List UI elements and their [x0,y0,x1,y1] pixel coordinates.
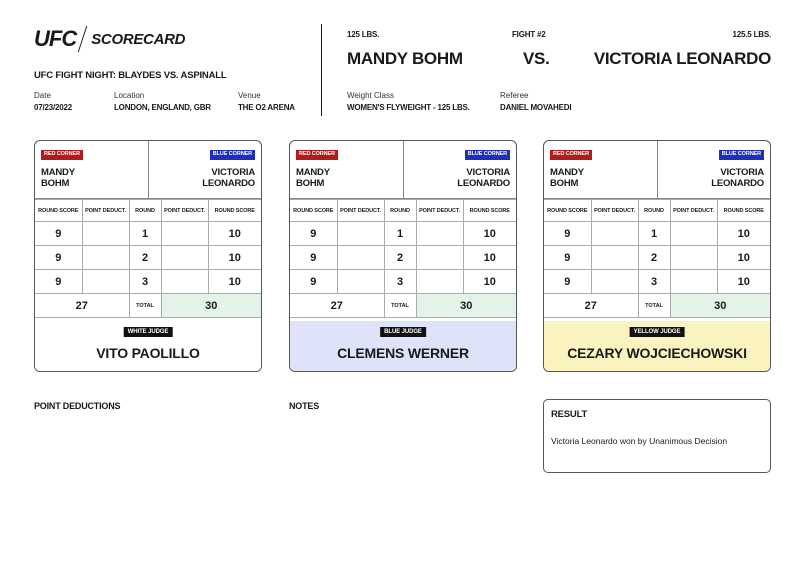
corner-header [35,141,261,199]
red-point-deduct [337,222,384,246]
round-number: 3 [129,270,161,294]
location-value: LONDON, ENGLAND, GBR [114,103,211,112]
blue-point-deduct [416,246,463,270]
blue-last-name: LEONARDO [202,178,255,189]
round-number: 1 [129,222,161,246]
blue-corner-badge: BLUE CORNER [719,150,764,160]
red-point-deduct [82,270,129,294]
red-corner-name [41,167,75,189]
blue-round-score: 10 [463,246,516,270]
red-point-deduct [591,270,638,294]
round-number: 1 [638,222,670,246]
blue-first-name: VICTORIA [211,167,255,178]
blue-round-score: 10 [463,270,516,294]
judge-name: CLEMENS WERNER [337,345,469,361]
red-round-score-header: ROUND SCORE [290,200,337,222]
blue-fighter-name: VICTORIA LEONARDO [593,49,771,68]
blue-round-score-header: ROUND SCORE [717,200,770,222]
total-row [290,294,516,318]
blue-corner-name [711,167,764,189]
vs-label: VS. [523,49,550,68]
red-point-deduct [337,246,384,270]
blue-point-deduct [416,222,463,246]
venue-label: Venue [238,91,261,100]
corner-divider [403,141,404,199]
blue-round-score: 10 [208,246,261,270]
round-number: 1 [384,222,416,246]
notes-title: NOTES [289,401,320,411]
judge-name: VITO PAOLILLO [96,345,200,361]
round-row [35,246,261,270]
red-point-deduct [591,222,638,246]
blue-point-deduct [161,246,208,270]
blue-round-score: 10 [717,222,770,246]
total-row [35,294,261,318]
referee-label: Referee [500,91,529,100]
red-first-name: MANDY [296,167,330,178]
red-weight: 125 LBS. [347,30,380,39]
red-round-score: 9 [290,222,337,246]
blue-last-name: LEONARDO [711,178,764,189]
blue-round-score: 10 [208,270,261,294]
referee-value: DANIEL MOVAHEDI [500,103,572,112]
blue-total: 30 [161,294,261,318]
ufc-logo-text: UFC [34,26,77,51]
score-table-header [544,200,770,222]
round-row [544,246,770,270]
blue-round-score: 10 [208,222,261,246]
blue-round-score: 10 [717,246,770,270]
blue-total: 30 [670,294,770,318]
red-round-score-header: ROUND SCORE [35,200,82,222]
red-total: 27 [290,294,384,318]
blue-round-score-header: ROUND SCORE [208,200,261,222]
round-row [35,270,261,294]
blue-point-deduct [161,222,208,246]
red-first-name: MANDY [41,167,75,178]
red-round-score: 9 [290,246,337,270]
score-table-header [290,200,516,222]
red-total: 27 [544,294,638,318]
red-round-score: 9 [35,246,82,270]
blue-point-deduct [161,270,208,294]
logo-slash [78,26,87,52]
judge-tag: YELLOW JUDGE [630,327,685,337]
blue-corner-name [202,167,255,189]
round-row [290,270,516,294]
corner-divider [148,141,149,199]
total-label: TOTAL [638,294,670,318]
corner-header [544,141,770,199]
judge-name: CEZARY WOJCIECHOWSKI [567,345,747,361]
blue-round-score-header: ROUND SCORE [463,200,516,222]
red-point-deduct [82,222,129,246]
result-text: Victoria Leonardo won by Unanimous Decision [551,436,728,446]
round-header: ROUND [638,200,670,222]
weight-class-label: Weight Class [347,91,394,100]
venue-value: THE O2 ARENA [238,103,295,112]
round-number: 2 [129,246,161,270]
red-last-name: BOHM [296,178,325,189]
blue-corner-name [457,167,510,189]
red-point-deduct [337,270,384,294]
judge-scorecard [34,140,262,372]
scorecard-title: SCORECARD [91,30,186,48]
blue-point-deduct [670,270,717,294]
judge-area [544,321,770,372]
red-point-deduct-header: POINT DEDUCT. [337,200,384,222]
corner-divider [657,141,658,199]
red-corner-badge: RED CORNER [296,150,338,160]
blue-total: 30 [416,294,516,318]
round-row [290,246,516,270]
blue-point-deduct-header: POINT DEDUCT. [670,200,717,222]
blue-point-deduct [416,270,463,294]
total-row [544,294,770,318]
score-table [35,199,261,318]
round-header: ROUND [129,200,161,222]
red-corner-name [550,167,584,189]
event-name: UFC FIGHT NIGHT: BLAYDES VS. ASPINALL [34,70,227,81]
round-number: 3 [638,270,670,294]
round-row [290,222,516,246]
corner-header [290,141,516,199]
point-deductions-title: POINT DEDUCTIONS [34,401,121,411]
total-label: TOTAL [129,294,161,318]
fight-number: FIGHT #2 [512,30,546,39]
red-total: 27 [35,294,129,318]
result-box [543,399,771,473]
judge-area [290,321,516,372]
red-point-deduct [591,246,638,270]
score-table [544,199,770,318]
blue-point-deduct-header: POINT DEDUCT. [161,200,208,222]
score-table-header [35,200,261,222]
red-point-deduct-header: POINT DEDUCT. [591,200,638,222]
red-round-score: 9 [544,222,591,246]
round-number: 3 [384,270,416,294]
round-header: ROUND [384,200,416,222]
date-label: Date [34,91,51,100]
blue-corner-badge: BLUE CORNER [465,150,510,160]
red-round-score: 9 [544,270,591,294]
weight-class-value: WOMEN'S FLYWEIGHT - 125 LBS. [347,103,470,112]
red-round-score: 9 [290,270,337,294]
blue-round-score: 10 [717,270,770,294]
judge-scorecard [543,140,771,372]
blue-point-deduct-header: POINT DEDUCT. [416,200,463,222]
round-row [544,222,770,246]
blue-last-name: LEONARDO [457,178,510,189]
round-row [544,270,770,294]
red-point-deduct [82,246,129,270]
red-last-name: BOHM [550,178,579,189]
header-divider [321,24,322,116]
result-title: RESULT [551,409,588,420]
red-round-score: 9 [35,270,82,294]
red-corner-badge: RED CORNER [41,150,83,160]
judge-area [35,321,261,372]
red-round-score-header: ROUND SCORE [544,200,591,222]
red-point-deduct-header: POINT DEDUCT. [82,200,129,222]
red-corner-name [296,167,330,189]
blue-round-score: 10 [463,222,516,246]
judge-tag: WHITE JUDGE [124,327,173,337]
judge-tag: BLUE JUDGE [380,327,426,337]
round-number: 2 [638,246,670,270]
ufc-logo [34,26,185,52]
location-label: Location [114,91,145,100]
date-value: 07/23/2022 [34,103,73,112]
total-label: TOTAL [384,294,416,318]
round-number: 2 [384,246,416,270]
blue-point-deduct [670,246,717,270]
blue-first-name: VICTORIA [466,167,510,178]
score-table [290,199,516,318]
judge-scorecard [289,140,517,372]
red-round-score: 9 [544,246,591,270]
blue-weight: 125.5 LBS. [732,30,771,39]
red-fighter-name: MANDY BOHM [347,49,463,68]
red-corner-badge: RED CORNER [550,150,592,160]
blue-first-name: VICTORIA [720,167,764,178]
red-last-name: BOHM [41,178,70,189]
red-round-score: 9 [35,222,82,246]
red-first-name: MANDY [550,167,584,178]
blue-corner-badge: BLUE CORNER [210,150,255,160]
blue-point-deduct [670,222,717,246]
round-row [35,222,261,246]
